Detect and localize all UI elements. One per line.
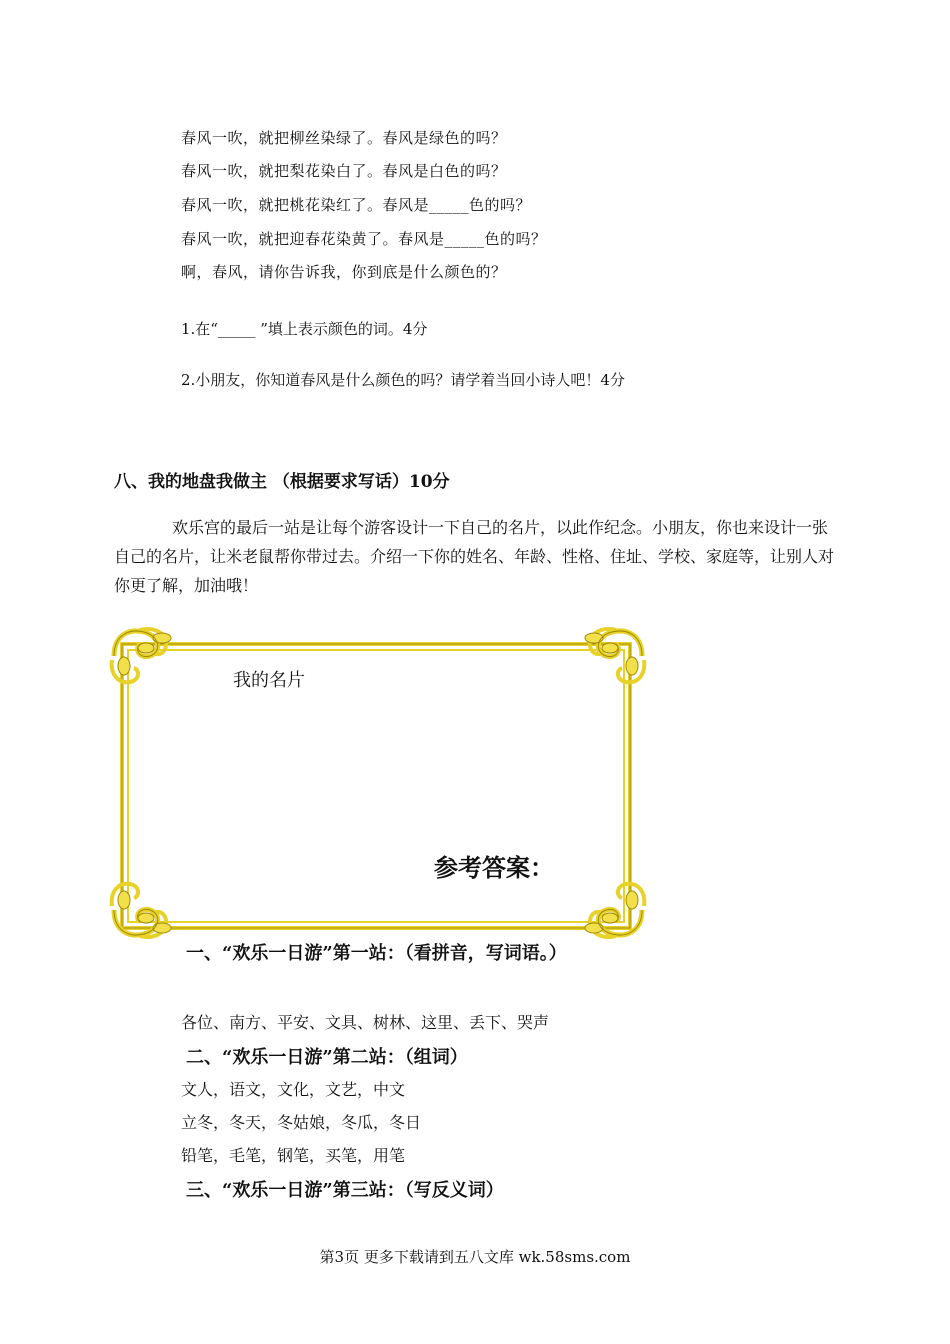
question-2: 2.小朋友，你知道春风是什么颜色的吗？请学着当回小诗人吧！4分 [181, 371, 625, 389]
corner-ornament-top-right [585, 629, 644, 682]
page-footer: 第3页 更多下载请到五八文库 wk.58sms.com [319, 1248, 631, 1266]
poem-line-1: 春风一吹，就把柳丝染绿了。春风是绿色的吗？ [181, 129, 507, 147]
poem-line-3: 春风一吹，就把桃花染红了。春风是_____色的吗？ [181, 196, 532, 214]
card-label: 我的名片 [233, 670, 305, 691]
poem-line-2: 春风一吹，就把梨花染白了。春风是白色的吗？ [181, 162, 507, 180]
ornate-card-frame [108, 622, 648, 942]
question-1: 1.在“_____ ”填上表示颜色的词。4分 [181, 320, 428, 338]
answer-section-1-title: 一、“欢乐一日游”第一站：（看拼音，写词语。） [186, 943, 567, 964]
answer-section-3-title: 三、“欢乐一日游”第三站：（写反义词） [186, 1180, 504, 1201]
poem-line-4: 春风一吹，就把迎春花染黄了。春风是_____色的吗？ [181, 230, 547, 248]
answer-section-2-title: 二、“欢乐一日游”第二站：（组词） [186, 1047, 468, 1068]
answer-section-2-line-1: 文人，语文，文化，文艺，中文 [181, 1080, 406, 1099]
section-8-paragraph [114, 513, 836, 600]
section-8-heading: 八、我的地盘我做主 （根据要求写话）10分 [114, 472, 450, 492]
answer-section-2-line-3: 铅笔，毛笔，钢笔，买笔，用笔 [181, 1146, 406, 1165]
poem-line-5: 啊，春风，请你告诉我，你到底是什么颜色的？ [181, 263, 507, 281]
answer-title: 参考答案： [434, 854, 554, 882]
answer-section-1-line: 各位、南方、平安、文具、树林、这里、丢下、哭声 [181, 1013, 550, 1032]
answer-section-2-line-2: 立冬，冬天，冬姑娘，冬瓜，冬日 [181, 1113, 422, 1132]
section-8-paragraph-text: 欢乐宫的最后一站是让每个游客设计一下自己的名片，以此作纪念。小朋友，你也来设计一张自己的名片，让米老鼠帮你带过去。介绍一下你的姓名、年龄、性格、住址、学校、家庭等，让别人对你更了解，加油哦！ [114, 518, 835, 595]
